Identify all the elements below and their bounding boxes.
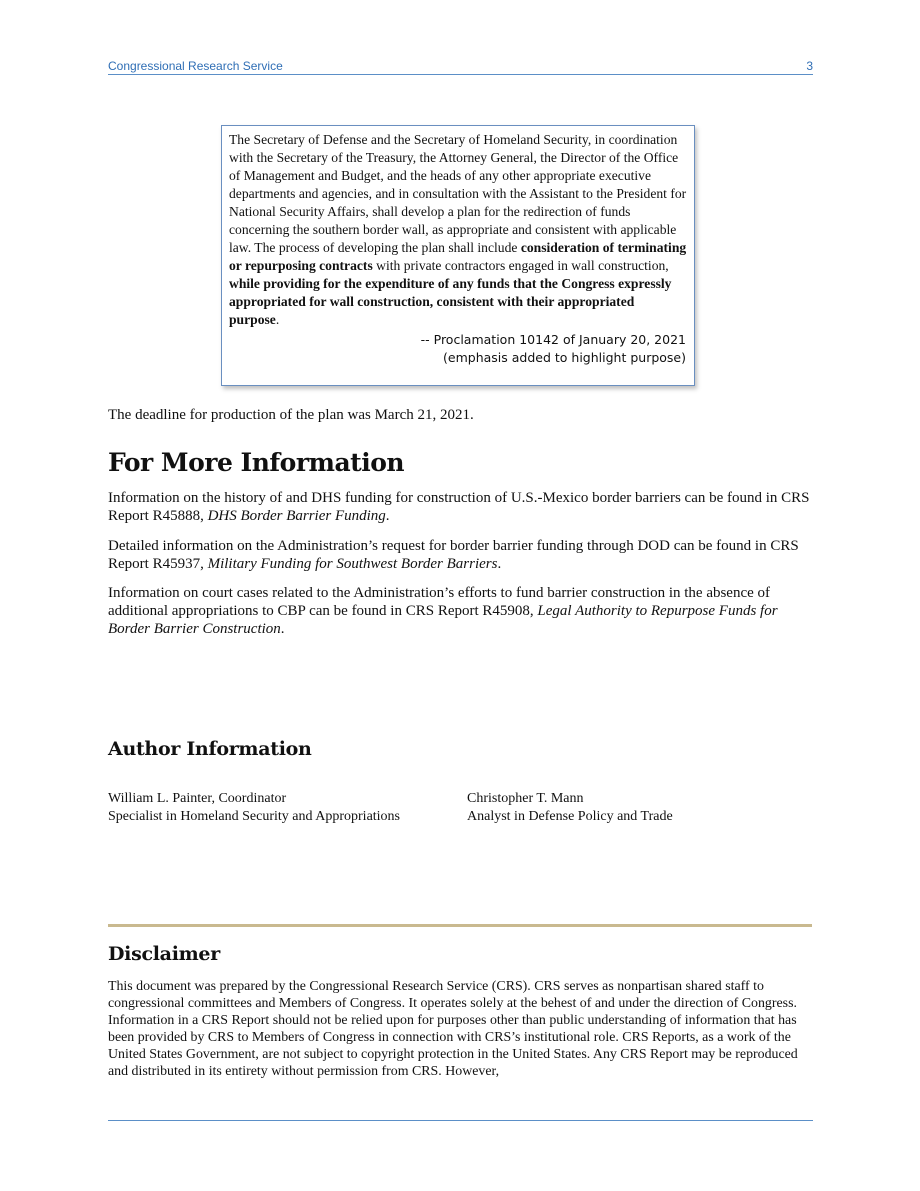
author-title: Analyst in Defense Policy and Trade	[467, 808, 673, 824]
more-info-punct-3: .	[280, 621, 285, 637]
quote-emphasis-1: consideration of terminating or repurposing contracts	[229, 240, 687, 273]
quote-text-2: with private contractors engaged in wall construction,	[372, 258, 669, 273]
section-divider	[108, 924, 812, 927]
quote-attribution-note: (emphasis added to highlight purpose)	[443, 350, 686, 365]
author-title: Specialist in Homeland Security and Appropriations	[108, 808, 401, 824]
more-info-heading: For More Information	[108, 448, 405, 477]
quote-text-1: The Secretary of Defense and the Secretary of Homeland Security, in coordination with the Secretary of the Treasury, the Attorney General, the Director of the Office of Management and Budget, and the heads of any other appropriate executive departments and agencies, and in consultation with the Assistant to the President for National Security Affairs, shall develop a plan for the redirection of funds concerning the southern border wall, as appropriate and consistent with applicable law. The process of developing the plan shall include	[229, 132, 687, 255]
quote-emphasis-2: while providing for the expenditure of any funds that the Congress expressly appropriated for wall construction, consistent with their appropriated purpose	[229, 276, 672, 327]
more-info-punct-1: .	[385, 508, 390, 524]
author-card	[467, 790, 807, 825]
quote-text-3: .	[275, 312, 280, 327]
author-name: William L. Painter, Coordinator	[108, 791, 287, 806]
proclamation-quote-box	[221, 125, 695, 386]
report-title-r45937: Military Funding for Southwest Border Barriers	[207, 556, 498, 572]
header-org-name: Congressional Research Service	[108, 59, 283, 73]
more-info-paragraph-1	[108, 489, 813, 525]
more-info-text-3: Information on court cases related to the Administration’s efforts to fund barrier construction in the absence of additional appropriations to CBP can be found in CRS Report R45908,	[108, 585, 771, 619]
quote-attribution-source: -- Proclamation 10142 of January 20, 2021	[420, 332, 686, 347]
disclaimer-heading: Disclaimer	[108, 943, 220, 965]
page-header	[108, 58, 813, 75]
quote-attribution	[229, 331, 687, 367]
author-info-heading: Author Information	[108, 738, 312, 760]
more-info-paragraph-3	[108, 584, 813, 638]
more-info-text-1: Information on the history of and DHS funding for construction of U.S.-Mexico border barriers can be found in CRS Report R45888,	[108, 490, 810, 524]
author-name: Christopher T. Mann	[467, 791, 584, 806]
more-info-punct-2: .	[497, 556, 502, 572]
header-page-number: 3	[806, 59, 813, 73]
author-card	[108, 790, 453, 825]
deadline-paragraph: The deadline for production of the plan was March 21, 2021.	[108, 407, 474, 423]
report-title-r45888: DHS Border Barrier Funding	[207, 508, 386, 524]
more-info-paragraph-2	[108, 537, 813, 573]
more-info-text-2: Detailed information on the Administration’s request for border barrier funding through DOD can be found in CRS Report R45937,	[108, 538, 799, 572]
footer-rule	[108, 1120, 813, 1121]
disclaimer-paragraph: This document was prepared by the Congressional Research Service (CRS). CRS serves as nonpartisan shared staff to congressional committees and Members of Congress. It operates solely at the behest of and under the direction of Congress. Information in a CRS Report should not be relied upon for purposes other than public understanding of information that has been provided by CRS to Members of Congress in connection with CRS’s institutional role. CRS Reports, as a work of the United States Government, are not subject to copyright protection in the United States. Any CRS Report may be reproduced and distributed in its entirety without permission from CRS. However,	[108, 979, 798, 1079]
report-title-r45908: Legal Authority to Repurpose Funds for Border Barrier Construction	[108, 603, 778, 637]
quote-body	[229, 131, 687, 329]
